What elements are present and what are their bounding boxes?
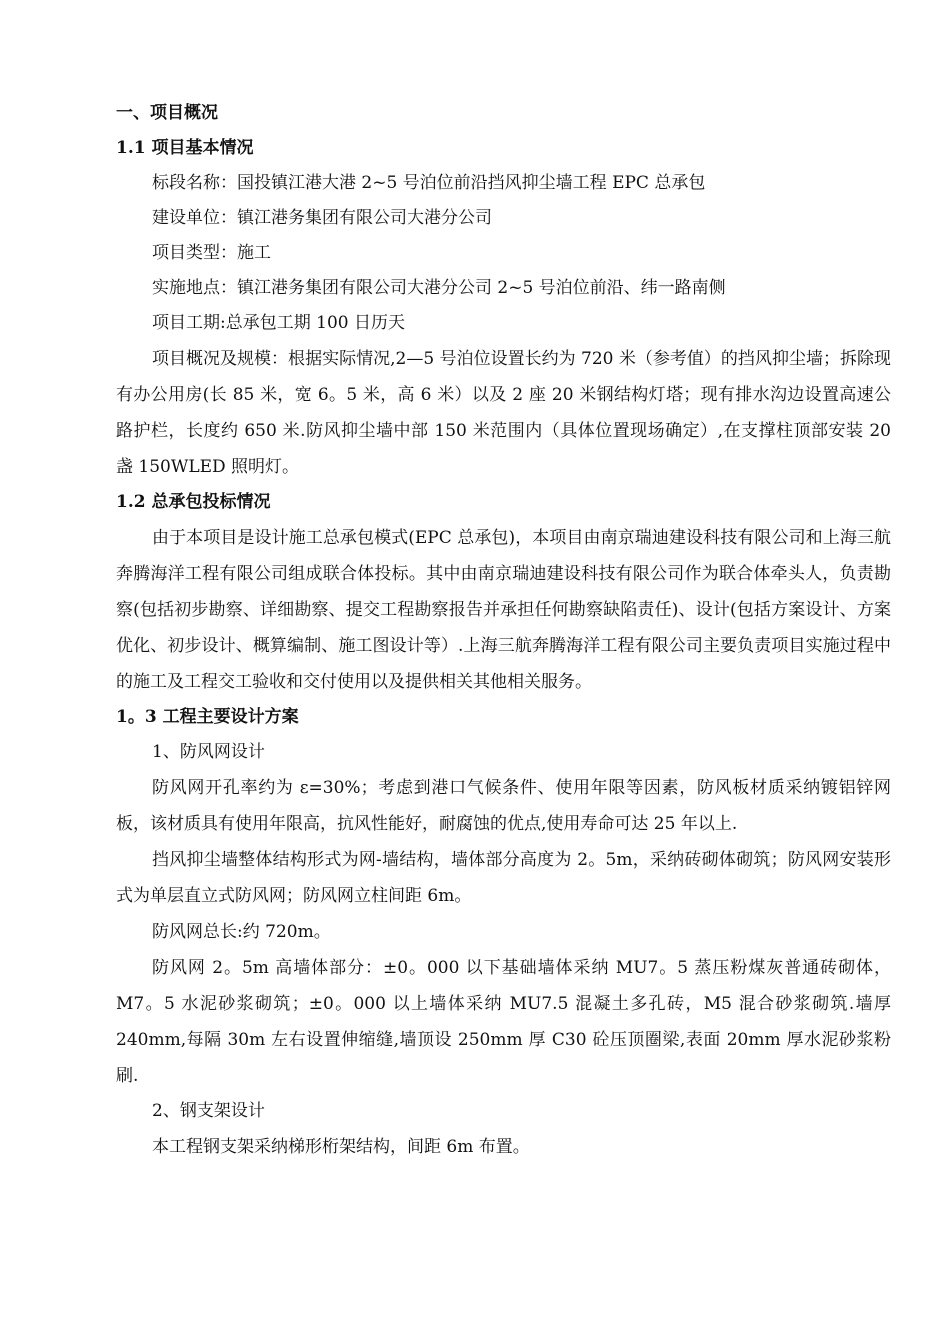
bid-paragraph: 由于本项目是设计施工总承包模式(EPC 总承包)，本项目由南京瑞迪建设科技有限公司和上海三航奔腾海洋工程有限公司组成联合体投标。其中由南京瑞迪建设科技有限公司作为联合体牵头人，负责勘察(包括初步勘察、详细勘察、提交工程勘察报告并承担任何勘察缺陷责任)、设计(包括方案设计、方案优化、初步设计、概算编制、施工图设计等）.上海三航奔腾海洋工程有限公司主要负责项目实施过程中的施工及工程交工验收和交付使用以及提供相关其他相关服务。: [116, 528, 891, 692]
location-line: 实施地点：镇江港务集团有限公司大港分公司 2~5 号泊位前沿、纬一路南侧: [152, 278, 726, 298]
project-type-line: 项目类型：施工: [152, 243, 271, 263]
subsection-title-1-2: 1.2 总承包投标情况: [116, 492, 271, 512]
windbreak-paragraph-1: 防风网开孔率约为 ε=30%；考虑到港口气候条件、使用年限等因素，防风板材质采纳镀铝锌网板，该材质具有使用年限高，抗风性能好，耐腐蚀的优点,使用寿命可达 25 年以上.: [116, 778, 891, 834]
subsection-title-1-3: 1。3 工程主要设计方案: [116, 707, 299, 727]
subsection-title-1-1: 1.1 项目基本情况: [116, 138, 254, 158]
document-page: [116, 96, 891, 1165]
steel-frame-heading: 2、钢支架设计: [152, 1101, 265, 1121]
section-title: 一、项目概况: [116, 103, 218, 123]
steel-frame-paragraph: 本工程钢支架采纳梯形桁架结构，间距 6m 布置。: [152, 1137, 530, 1157]
bid-name-line: 标段名称：国投镇江港大港 2~5 号泊位前沿挡风抑尘墙工程 EPC 总承包: [152, 173, 706, 193]
client-line: 建设单位：镇江港务集团有限公司大港分公司: [152, 208, 492, 228]
scale-paragraph: 项目概况及规模：根据实际情况,2—5 号泊位设置长约为 720 米（参考值）的挡风抑尘墙；拆除现有办公用房(长 85 米，宽 6。5 米，高 6 米）以及 2 座 20 米钢结构灯塔；现有排水沟边设置高速公路护栏，长度约 650 米.防风抑尘墙中部 150 米范围内（具体位置现场确定）,在支撑柱顶部安装 20 盏 150WLED 照明灯。: [116, 349, 891, 477]
windbreak-paragraph-2: 挡风抑尘墙整体结构形式为网-墙结构，墙体部分高度为 2。5m，采纳砖砌体砌筑；防风网安装形式为单层直立式防风网；防风网立柱间距 6m。: [116, 850, 891, 906]
duration-line: 项目工期:总承包工期 100 日历天: [152, 313, 405, 333]
windbreak-paragraph-4: 防风网 2。5m 高墙体部分：±0。000 以下基础墙体采纳 MU7。5 蒸压粉煤灰普通砖砌体，M7。5 水泥砂浆砌筑；±0。000 以上墙体采纳 MU7.5 混凝土多孔砖，M5 混合砂浆砌筑.墙厚 240mm,每隔 30m 左右设置伸缩缝,墙顶设 250mm 厚 C30 砼压顶圈梁,表面 20mm 厚水泥砂浆粉刷.: [116, 958, 891, 1086]
windbreak-design-heading: 1、防风网设计: [152, 742, 265, 762]
windbreak-paragraph-3: 防风网总长:约 720m。: [152, 922, 331, 942]
